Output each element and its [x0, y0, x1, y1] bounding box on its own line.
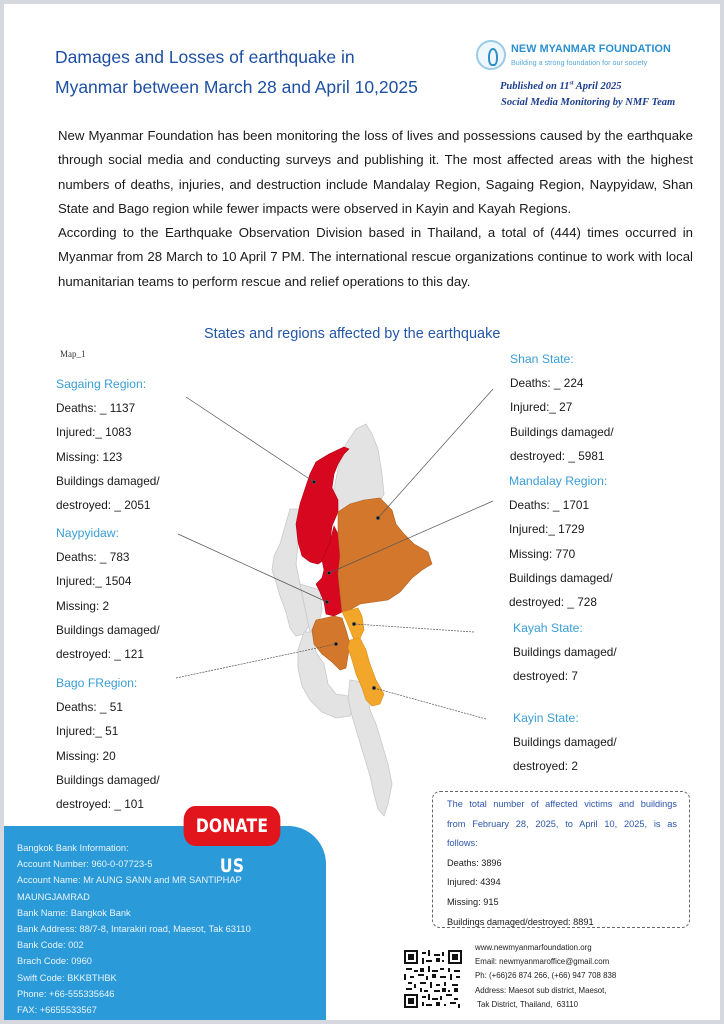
region-deaths: Deaths: _ 1701	[509, 498, 590, 513]
bank-account-name: Account Name: Mr AUNG SANN and MR SANTIPHAP	[17, 875, 242, 886]
bank-account-number: Account Number: 960-0-07723-5	[17, 859, 153, 870]
totals-deaths: Deaths: 3896	[447, 857, 502, 868]
organization-logo	[476, 40, 706, 70]
contact-info	[475, 941, 616, 1012]
region-buildings-value: destroyed: _ 101	[56, 797, 144, 812]
region-buildings-label: Buildings damaged/	[56, 473, 160, 488]
region-name: Mandalay Region:	[509, 474, 608, 488]
branch-code: Brach Code: 0960	[17, 956, 92, 967]
region-name: Bago FRegion:	[56, 676, 138, 690]
region-name: Sagaing Region:	[56, 377, 147, 391]
bank-information	[17, 840, 317, 1018]
phone-numbers: Ph: (+66)26 874 266, (+66) 947 708 838	[475, 971, 617, 981]
region-buildings-label: Buildings damaged/	[509, 570, 613, 585]
bank-fax: FAX: +6655533567	[17, 1005, 97, 1016]
totals-buildings: Buildings damaged/destroyed: 8891	[447, 916, 594, 927]
region-missing: Missing: 770	[509, 546, 576, 561]
website-link[interactable]: www.newmyanmarfoundation.org	[475, 943, 592, 952]
publication-info	[500, 75, 675, 111]
region-buildings-label: Buildings damaged/	[56, 622, 160, 637]
map-region-kayah	[342, 608, 364, 640]
foundation-emblem-icon	[476, 40, 506, 70]
map-unaffected-areas	[272, 424, 392, 816]
region-deaths: Deaths: _ 51	[56, 700, 123, 715]
address-line-2: Tak District, Thailand, 63110	[475, 999, 579, 1009]
region-buildings-value: destroyed: _ 2051	[56, 498, 151, 513]
region-deaths: Deaths: _ 783	[56, 550, 130, 565]
region-deaths: Deaths: _ 224	[510, 376, 584, 391]
region-name: Naypyidaw:	[56, 526, 119, 540]
intro-paragraph-1: New Myanmar Foundation has been monitoring the loss of lives and possessions caused by the earthquake through social media and conducting surveys and publishing it. The most affected areas with the highest numbers of deaths, injuries, and destruction include Mandalay Region, Sagaing Region, Naypyidaw, Shan State and Bago region while fewer impacts were observed in Kayin and Kayah Regions.	[58, 128, 693, 216]
map-region-bago	[312, 616, 350, 670]
donate-button[interactable]: DONATE US	[184, 806, 281, 846]
map-region-kayin	[348, 638, 384, 706]
intro-text	[58, 124, 693, 294]
organization-name: NEW MYANMAR FOUNDATION	[511, 43, 671, 55]
region-name: Kayin State:	[513, 711, 579, 725]
swift-code: Swift Code: BKKBTHBK	[17, 972, 117, 983]
totals-intro: The total number of affected victims and buildings from February 28, 2025, to April 10, 2025, is as follows:	[447, 799, 677, 849]
title-line-1: Damages and Losses of earthquake in	[55, 47, 355, 67]
monitoring-credit: Social Media Monitoring by NMF Team	[501, 96, 676, 108]
region-name: Shan State:	[510, 352, 574, 366]
region-missing: Missing: 20	[56, 748, 116, 763]
title-line-2: Myanmar between March 28 and April 10,2025	[55, 77, 418, 97]
region-shan	[510, 347, 614, 468]
bank-account-name-cont: MAUNGJAMRAD	[17, 891, 90, 902]
region-naypyidaw	[56, 521, 160, 666]
region-buildings-label: Buildings damaged/	[510, 424, 614, 439]
region-missing: Missing: 2	[56, 598, 110, 613]
map-region-mandalay	[316, 526, 342, 616]
region-buildings-label: Buildings damaged/	[513, 735, 617, 750]
region-buildings-value: destroyed: _ 5981	[510, 448, 605, 463]
region-buildings-label: Buildings damaged/	[513, 645, 617, 660]
address-line-1: Address: Maesot sub district, Maesot,	[475, 985, 607, 995]
map-leader-lines	[176, 389, 493, 719]
region-injured: Injured:_ 1504	[56, 574, 132, 589]
qr-code-icon[interactable]	[404, 949, 462, 1009]
published-date: Published on 11st April 2025	[500, 80, 622, 92]
region-mandalay	[509, 469, 613, 614]
intro-paragraph-2: According to the Earthquake Observation Division based in Thailand, a total of (444) times occurred in Myanmar from 28 March to 10 April 7 PM. The international rescue organizations continue to work with local humanitarian teams to perform rescue and relief operations to this day.	[58, 225, 693, 289]
bank-name: Bank Name: Bangkok Bank	[17, 907, 131, 918]
totals-missing: Missing: 915	[447, 896, 499, 907]
region-injured: Injured:_ 1729	[509, 522, 585, 537]
region-deaths: Deaths: _ 1137	[56, 401, 136, 416]
region-buildings-label: Buildings damaged/	[56, 772, 160, 787]
map-region-shan	[338, 498, 432, 612]
region-kayin	[513, 706, 617, 779]
email-link[interactable]: Email: newmyanmaroffice@gmail.com	[475, 957, 610, 967]
region-buildings-value: destroyed: 7	[513, 669, 578, 684]
bank-address: Bank Address: 88/7-8, Intarakiri road, Maesot, Tak 63110	[17, 924, 251, 935]
bank-phone: Phone: +66-555335646	[17, 988, 115, 999]
bank-info-heading: Bangkok Bank Information:	[17, 843, 129, 853]
region-missing: Missing: 123	[56, 449, 123, 464]
region-kayah	[513, 616, 617, 689]
map-label: Map_1	[60, 349, 86, 359]
region-buildings-value: destroyed: _ 728	[509, 595, 597, 610]
region-buildings-value: destroyed: _ 121	[56, 647, 144, 662]
region-injured: Injured:_ 27	[510, 400, 573, 415]
region-sagaing	[56, 372, 160, 517]
region-injured: Injured:_ 51	[56, 724, 119, 739]
page-title	[55, 42, 485, 102]
map-heading: States and regions affected by the earthquake	[204, 326, 501, 342]
totals-injured: Injured: 4394	[447, 877, 501, 888]
totals-summary-box	[432, 791, 690, 928]
map-region-sagaing	[296, 447, 349, 564]
region-buildings-value: destroyed: 2	[513, 759, 578, 774]
region-name: Kayah State:	[513, 621, 583, 635]
infographic-page	[4, 4, 720, 1020]
region-injured: Injured:_ 1083	[56, 425, 132, 440]
region-bago	[56, 671, 160, 816]
organization-tagline: Building a strong foundation for our society	[511, 58, 648, 67]
bank-code: Bank Code: 002	[17, 940, 84, 951]
